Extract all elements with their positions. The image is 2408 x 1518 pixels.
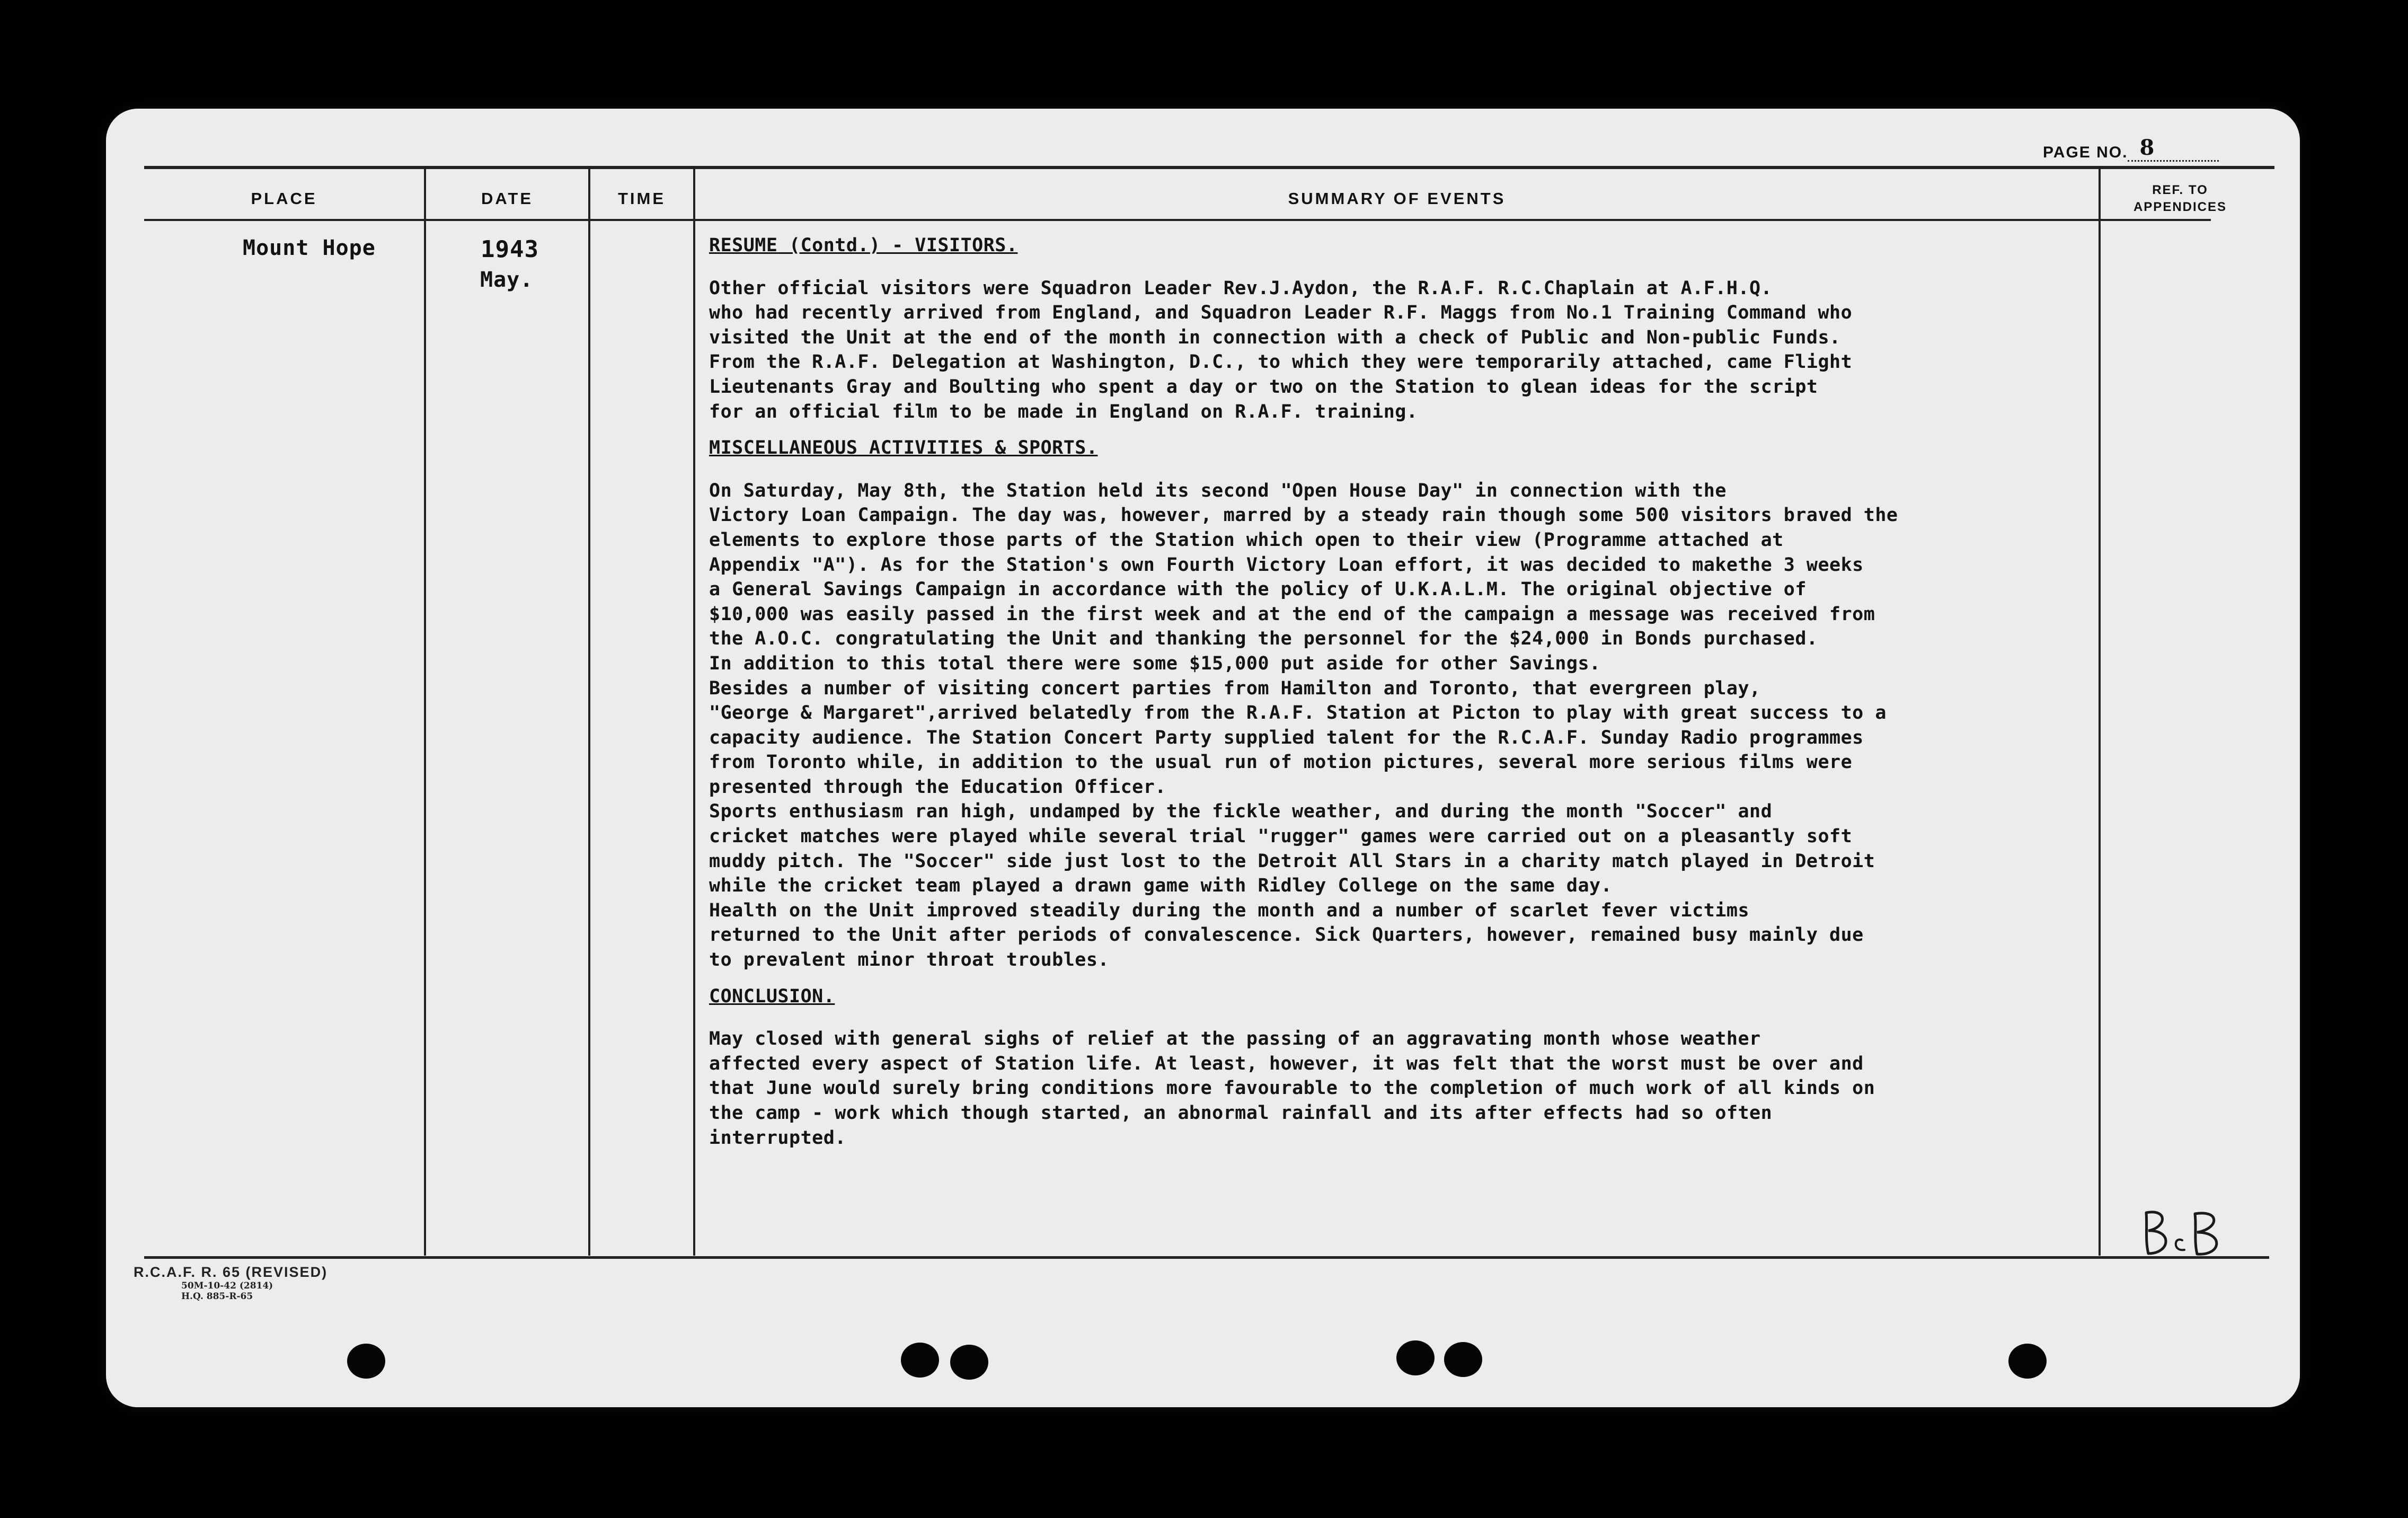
punch-hole — [901, 1343, 939, 1378]
summary-line: the A.O.C. congratulating the Unit and thanking the personnel for the $24,000 in Bonds purchased. — [709, 628, 1818, 650]
summary-line: Besides a number of visiting concert parties from Hamilton and Toronto, that evergreen play, — [709, 677, 1761, 699]
summary-line: Other official visitors were Squadron Leader Rev.J.Aydon, the R.A.F. R.C.Chaplain at A.F.H.Q. — [709, 277, 1773, 299]
summary-line: muddy pitch. The "Soccer" side just lost to the Detroit All Stars in a charity match played in Detroit — [709, 850, 1875, 872]
bottom-rule — [144, 1256, 2269, 1259]
punch-hole — [2008, 1344, 2047, 1379]
summary-line: Lieutenants Gray and Boulting who spent a day or two on the Station to glean ideas for the script — [709, 376, 1818, 398]
summary-line: while the cricket team played a drawn game with Ridley College on the same day. — [709, 875, 1613, 897]
summary-line: On Saturday, May 8th, the Station held its second "Open House Day" in connection with the — [709, 480, 1727, 501]
heading-conclusion: CONCLUSION. — [709, 985, 835, 1007]
column-header-ref — [2101, 183, 2260, 215]
summary-line: who had recently arrived from England, and Squadron Leader R.F. Maggs from No.1 Training Command who — [709, 302, 1853, 324]
column-header-time: TIME — [617, 189, 666, 208]
summary-line: From the R.A.F. Delegation at Washington, D.C., to which they were temporarily attached, came Flight — [709, 351, 1853, 373]
page-number-value: 8 — [2128, 135, 2219, 162]
summary-line: a General Savings Campaign in accordance with the policy of U.K.A.L.M. The original objective of — [709, 579, 1807, 601]
summary-line: from Toronto while, in addition to the usual run of motion pictures, several more serious films were — [709, 752, 1853, 773]
column-header-place: PLACE — [251, 189, 317, 208]
summary-line: $10,000 was easily passed in the first week and at the end of the campaign a message was received from — [709, 603, 1875, 625]
summary-line: presented through the Education Officer. — [709, 776, 1166, 798]
form-footer — [134, 1264, 327, 1302]
column-header-date: DATE — [481, 189, 534, 208]
date-year: 1943 — [481, 236, 539, 263]
handwritten-initials — [2136, 1203, 2231, 1261]
ref-line-2: APPENDICES — [2133, 200, 2227, 214]
summary-line: that June would surely bring conditions more favourable to the completion of much work of all kinds on — [709, 1078, 1875, 1099]
hq-reference: H.Q. 885-R-65 — [181, 1291, 253, 1302]
date-month: May. — [480, 268, 534, 292]
place-date-divider — [424, 169, 426, 1256]
heading-visitors: RESUME (Contd.) - VISITORS. — [709, 235, 1018, 256]
punch-hole — [1396, 1340, 1435, 1375]
time-summary-divider — [693, 169, 695, 1256]
page-number-label: PAGE NO. — [2043, 144, 2128, 161]
summary-line: capacity audience. The Station Concert Party supplied talent for the R.C.A.F. Sunday Radio programmes — [709, 727, 1864, 748]
header-rule — [144, 219, 2211, 221]
summary-line: Victory Loan Campaign. The day was, however, marred by a steady rain though some 500 visitors braved the — [709, 505, 1898, 526]
summary-line: Health on the Unit improved steadily during the month and a number of scarlet fever victims — [709, 899, 1750, 921]
summary-of-events — [709, 233, 2235, 1150]
summary-line: visited the Unit at the end of the month in connection with a check of Public and Non-public Funds. — [709, 326, 1841, 348]
summary-line: In addition to this total there were some $15,000 put aside for other Savings. — [709, 652, 1601, 674]
ref-line-1: REF. TO — [2152, 183, 2208, 197]
top-rule — [144, 166, 2274, 169]
summary-line: May closed with general sighs of relief at the passing of an aggravating month whose weather — [709, 1028, 1761, 1050]
summary-line: Appendix "A"). As for the Station's own Fourth Victory Loan effort, it was decided to makethe 3 weeks — [709, 554, 1864, 576]
summary-line: for an official film to be made in England on R.A.F. training. — [709, 401, 1418, 422]
date-time-divider — [588, 169, 590, 1256]
summary-line: elements to explore those parts of the Station which open to their view (Programme attached at — [709, 529, 1784, 551]
summary-line: to prevalent minor throat troubles. — [709, 949, 1110, 971]
form-number: R.C.A.F. R. 65 (REVISED) — [134, 1264, 328, 1280]
punch-hole — [347, 1344, 385, 1379]
punch-hole — [950, 1345, 988, 1380]
summary-line: cricket matches were played while several trial "rugger" games were carried out on a pleasantly soft — [709, 826, 1853, 848]
summary-line: Sports enthusiasm ran high, undamped by the fickle weather, and during the month "Soccer" and — [709, 801, 1773, 823]
column-header-summary: SUMMARY OF EVENTS — [1288, 189, 1506, 208]
summary-line: affected every aspect of Station life. At least, however, it was felt that the worst must be over and — [709, 1053, 1864, 1074]
summary-line: interrupted. — [709, 1127, 846, 1149]
summary-line: returned to the Unit after periods of convalescence. Sick Quarters, however, remained busy mainly due — [709, 924, 1864, 946]
heading-miscellaneous: MISCELLANEOUS ACTIVITIES & SPORTS. — [709, 437, 1098, 459]
place-cell: Mount Hope — [243, 236, 376, 260]
record-card — [106, 109, 2300, 1407]
summary-line: "George & Margaret",arrived belatedly from the R.A.F. Station at Picton to play with great success to a — [709, 702, 1887, 724]
page-number-field — [2043, 135, 2219, 162]
print-code: 50M-10-42 (2814) — [181, 1281, 273, 1291]
summary-line: the camp - work which though started, an abnormal rainfall and its after effects had so often — [709, 1102, 1773, 1124]
punch-hole — [1444, 1342, 1482, 1377]
